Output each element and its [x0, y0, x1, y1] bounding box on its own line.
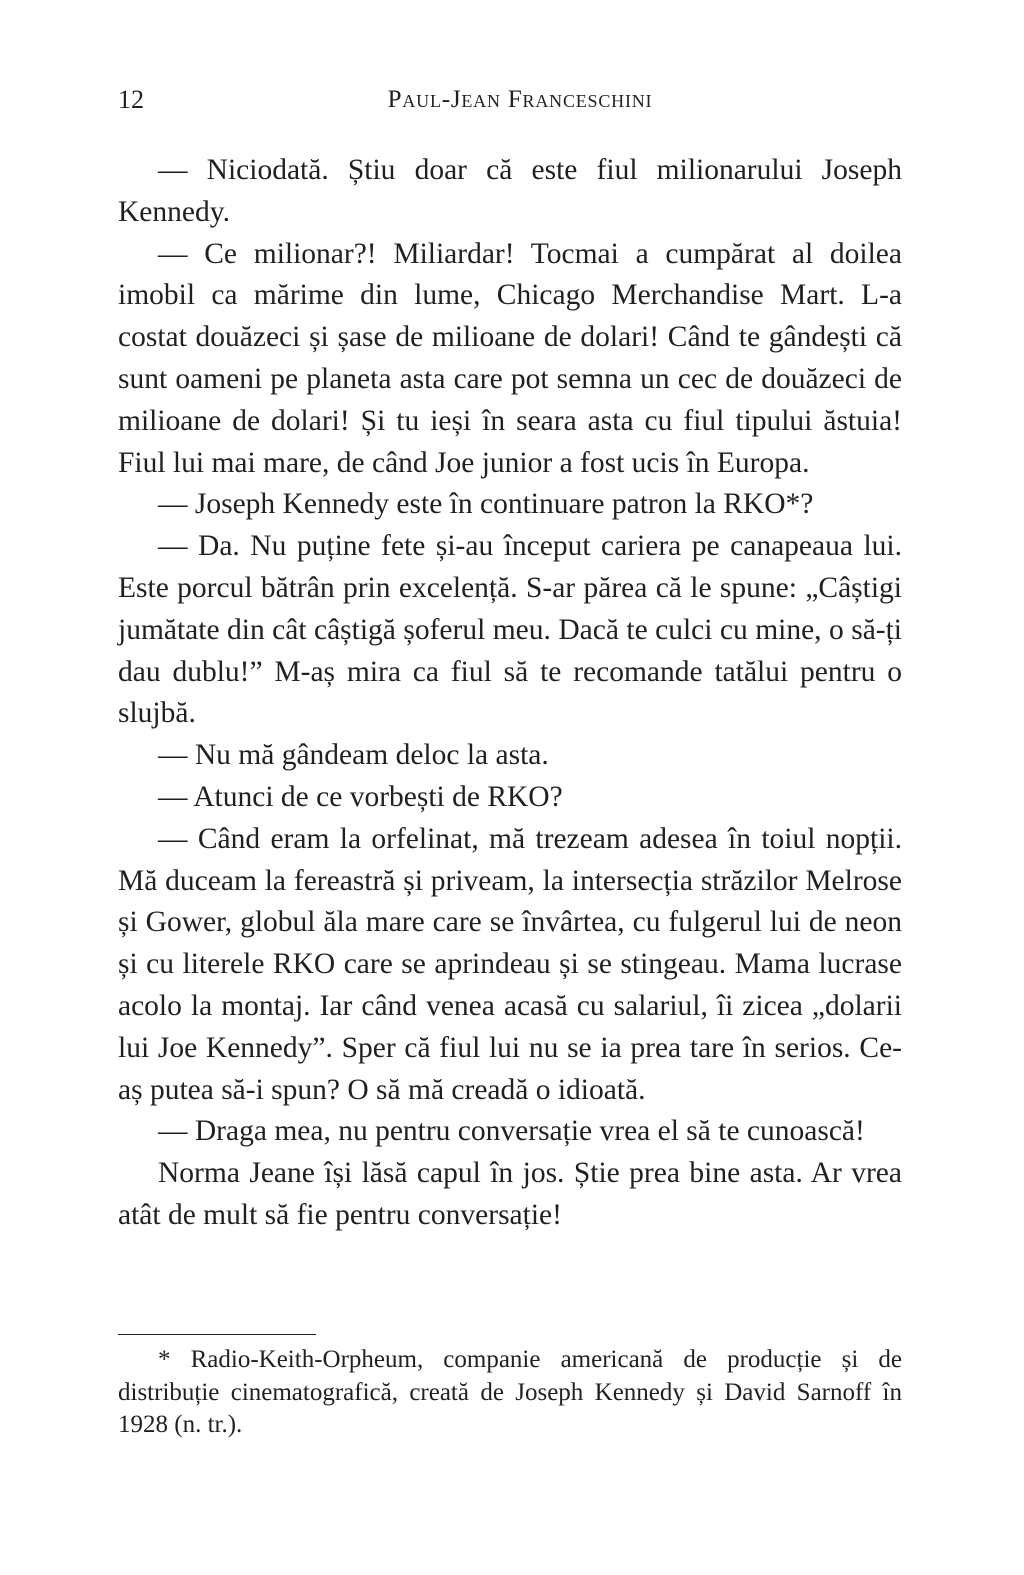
paragraph: — Draga mea, nu pentru conversație vrea el să te cunoască! [158, 1115, 865, 1148]
paragraph: — Nu mă gândeam deloc la asta. [158, 739, 549, 772]
body-text [118, 150, 902, 1237]
paragraph: — Atunci de ce vorbești de RKO? [158, 780, 563, 813]
page-number: 12 [118, 85, 144, 114]
running-head-author: Paul-Jean Franceschini [387, 86, 653, 113]
paragraph: — Da. Nu puține fete și-au început cariera pe canapeaua lui. Este porcul bătrân prin excelență. S-ar părea că le spune: „Câștigi jumătate din cât câștigă șoferul meu. Dacă te culci cu mine, o să-ți dau dublu!” M-aș mira ca fiul să te recomande tatălui pentru o slujbă. [118, 530, 902, 730]
paragraph: Norma Jeane își lăsă capul în jos. Știe prea bine asta. Ar vrea atât de mult să fie pentru conversație! [118, 1157, 902, 1231]
paragraph: — Ce milionar?! Miliardar! Tocmai a cumpărat al doilea imobil ca mărime din lume, Chicago Merchandise Mart. L-a costat douăzeci și șase de milioane de dolari! Când te gândești că sunt oameni pe planeta asta care pot semna un cec de douăzeci de milioane de dolari! Și tu ieși în seara asta cu fiul tipului ăstuia! Fiul lui mai mare, de când Joe junior a fost ucis în Europa. [118, 237, 902, 479]
running-head [118, 80, 902, 120]
paragraph: — Când eram la orfelinat, mă trezeam adesea în toiul nopții. Mă duceam la fereastră și priveam, la intersecția străzilor Melrose și Gower, globul ăla mare care se învârtea, cu fulgerul lui de neon și cu literele RKO care se aprindeau și se stingeau. Mama lucrase acolo la montaj. Iar când venea acasă cu salariul, îi zicea „dolarii lui Joe Kennedy”. Sper că fiul lui nu se ia prea tare în serios. Ce-aș putea să-i spun? O să mă creadă o idioată. [118, 822, 902, 1106]
footnote-divider [118, 1334, 316, 1335]
paragraph: — Joseph Kennedy este în continuare patron la RKO*? [158, 488, 814, 521]
paragraph: — Niciodată. Știu doar că este fiul milionarului Joseph Kennedy. [118, 154, 902, 228]
footnote: * Radio-Keith-Orpheum, companie americană de producție și de distribuție cinematografică, creată de Joseph Kennedy și David Sarnoff în 1928 (n. tr.). [118, 1346, 902, 1438]
